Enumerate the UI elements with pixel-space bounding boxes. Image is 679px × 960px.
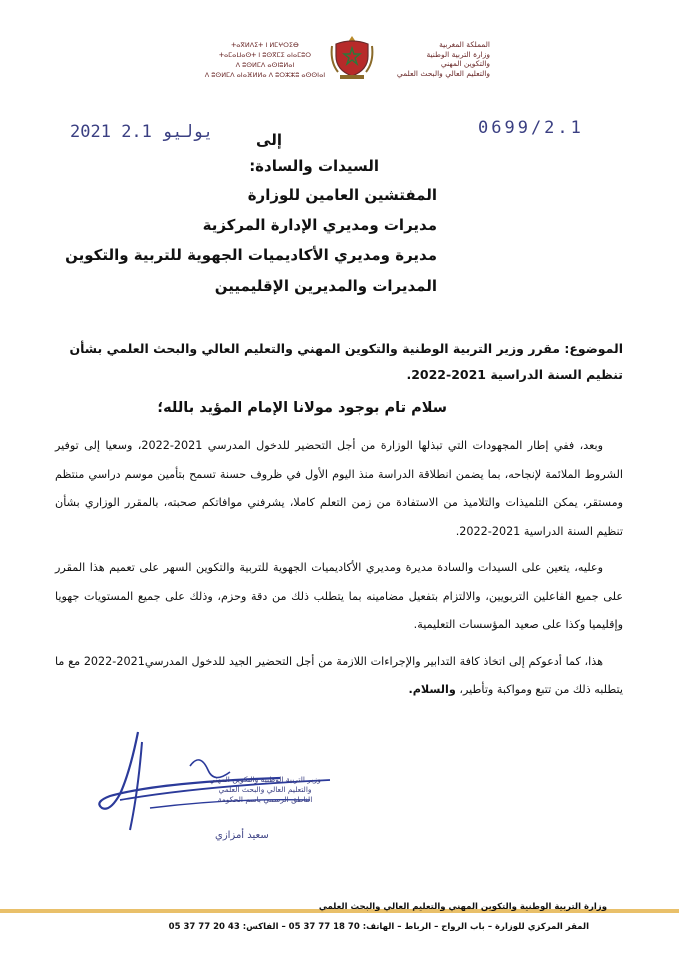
stamp-line: وزير التربية الوطنية والتكوين المهني (209, 775, 321, 784)
addressee-line: مديرة ومديري الأكاديميات الجهوية للتربية والتكوين (65, 246, 437, 264)
signatory-name: سعيد أمزازي (215, 830, 269, 841)
body-paragraph (55, 554, 623, 640)
stamp-line: الناطق الرسمي باسم الحكومة (217, 795, 313, 804)
subject-label: الموضوع: (564, 341, 623, 356)
official-stamp (205, 775, 325, 805)
letterhead-line: ⵜⴰⵎⴰⵡⴰⵙⵜ ⵏ ⵓⵙⴳⵎⵉ ⴰⵏⴰⵎⵓⵔ (218, 51, 312, 59)
letterhead-line: والتكوين المهني (440, 59, 490, 68)
letterhead-tifinagh (200, 40, 330, 80)
footer-address: المقر المركزي للوزارة – باب الرواح – الرباط – الهاتف: 70 18 77 37 05 – الفاكس: 43 20 77 37 05 (168, 922, 589, 932)
addressee-line: مديرات ومديري الإدارة المركزية (202, 216, 437, 234)
body-paragraph (55, 648, 623, 705)
footer-ministry-name: وزارة التربية الوطنية والتكوين المهني والتعليم العالي والبحث العلمي (318, 902, 607, 912)
subject-text: مقرر وزير التربية الوطنية والتكوين المهني والتعليم العالي والبحث العلمي بشأن تنظيم السنة الدراسية 2021-2022. (69, 341, 623, 382)
coat-of-arms-icon (330, 34, 374, 80)
addressee-to: إلى (256, 131, 282, 149)
greeting: سلام تام بوجود مولانا الإمام المؤيد بالله؛ (157, 400, 447, 416)
subject-line (55, 336, 623, 388)
letterhead-line: ⴷ ⵓⵙⵍⵎⴷ ⴰⵙⵏⵓⵍⴰⵏ (235, 61, 295, 69)
body-paragraph-text: هذا، كما أدعوكم إلى اتخاذ كافة التدابير والإجراءات اللازمة من أجل التحضير الجيد للدخول المدرسي2021-2022 مع ما يتطلبه ذلك من تتبع ومواكبة وتأطير، (55, 654, 623, 696)
letterhead-line: المملكة المغربية (439, 40, 490, 49)
addressee-line: المديرات والمديرين الإقليميين (214, 277, 437, 295)
addressee-line: السيدات والسادة: (249, 157, 379, 175)
closing-salutation: والسلام. (408, 683, 456, 696)
stamp-line: والتعليم العالي والبحث العلمي (218, 785, 312, 794)
letterhead-arabic (370, 40, 490, 78)
letterhead-line: والتعليم العالي والبحث العلمي (396, 68, 490, 78)
letterhead-line: ⴷ ⵓⵙⵍⵎⴷ ⴰⵏⴰⴼⵍⵍⴰ ⴷ ⵓⵔⵣⵣⵓ ⴰⵙⵙⵏⴰⵏ (204, 71, 326, 79)
addressee-line: المفتشين العامين للوزارة (247, 186, 437, 204)
body-paragraph-text: وعليه، يتعين على السيدات والسادة مديرة ومديري الأكاديميات الجهوية للتربية والتكوين السهر على تعميم هذا المقرر على جميع الفاعلين التربويين، والالتزام بتفعيل مضامينه بما يتطلب ذلك من دقة وحزم، وذلك على جميع المستويات جهويا وإقليميا وكذا على صعيد المؤسسات التعليمية. (55, 561, 623, 631)
reference-number-stamp: 0699/2.1 (478, 118, 584, 138)
letter-body (55, 432, 623, 713)
letterhead-line: ⵜⴰⴳⵍⴷⵉⵜ ⵏ ⵍⵎⵖⵔⵉⴱ (231, 41, 299, 49)
date-stamp: 2021 يوليو 2.1 (70, 122, 214, 142)
letterhead-line: وزارة التربية الوطنية (426, 49, 490, 59)
body-paragraph: وبعد، ففي إطار المجهودات التي تبذلها الوزارة من أجل التحضير للدخول المدرسي 2021-2022، وسعيا إلى توفير الشروط الملائمة لإنجاحه، بما يضمن انطلاقة الدراسة منذ اليوم الأول في ظروف حسنة تسمح بتأمين موسم دراسي منتظم ومستقر، يمكن التلميذات والتلاميذ من الاستفادة من زمن التعلم كاملا، يشرفني موافاتكم صحبته، بالمقرر الوزاري بشأن تنظيم السنة الدراسية 2021-2022. (55, 439, 623, 538)
